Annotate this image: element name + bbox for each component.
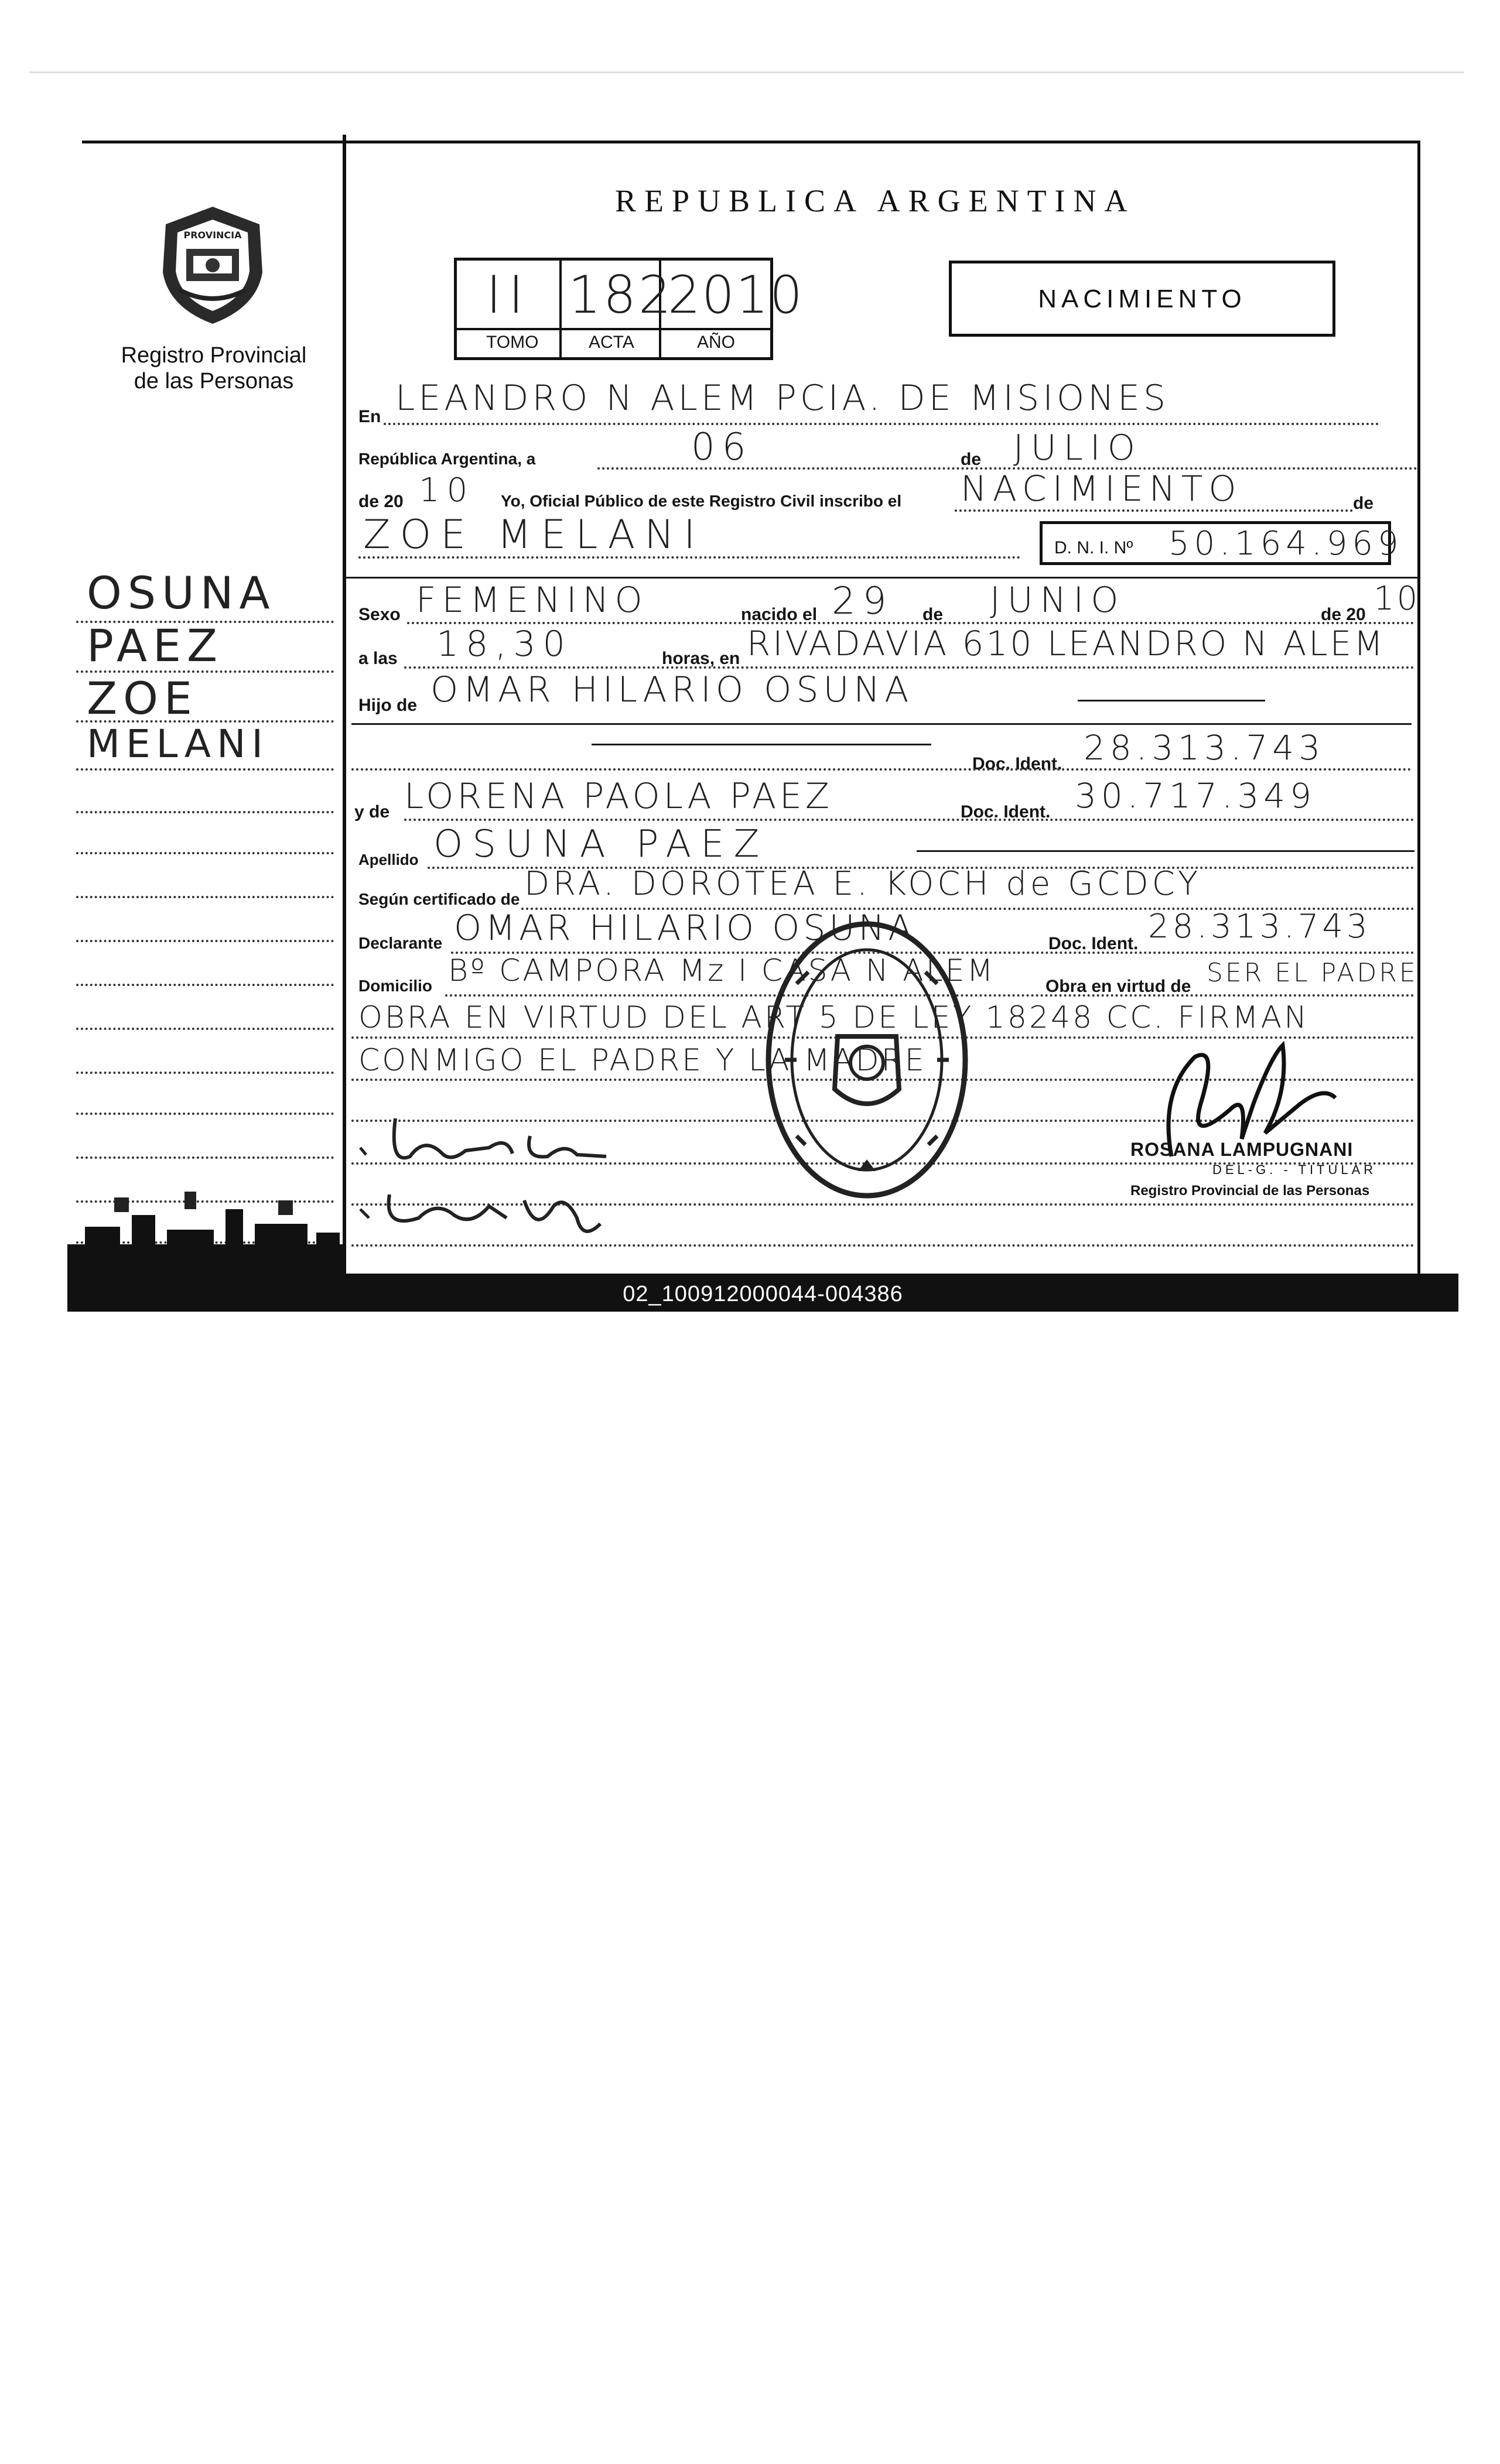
nacido-day: 29 [832, 580, 894, 623]
stub-surname-2: PAEZ [87, 620, 224, 672]
alas-label: a las [358, 649, 398, 668]
registry-seal [761, 913, 972, 1206]
madre-value: LORENA PAOLA PAEZ [404, 776, 833, 817]
record-type-box [949, 261, 1335, 337]
country-title: REPUBLICA ARGENTINA [615, 183, 1136, 218]
dni-label: D. N. I. Nº [1054, 538, 1133, 557]
stub-surname-1: OSUNA [87, 567, 276, 619]
declarante-doc: 28.313.743 [1148, 908, 1371, 946]
padre-doc-label: Doc. Ident. [972, 754, 1062, 774]
parents-signatures [354, 1101, 659, 1247]
horas-label: horas, en [662, 649, 740, 668]
tomo-value: II [486, 265, 531, 325]
dni-box [1040, 521, 1403, 565]
registry-line1: Registro Provincial [121, 343, 307, 368]
nacido-label: nacido el [741, 605, 818, 624]
obra-line-2: OBRA EN VIRTUD DEL ART 5 DE LEY 18248 CC. FIRMAN [358, 1000, 1310, 1035]
registry-name [105, 343, 322, 394]
madre-doc-label: Doc. Ident. [961, 802, 1051, 822]
tomo-label: TOMO [486, 333, 539, 352]
stub-name-2: MELANI [87, 721, 269, 766]
sexo-value: FEMENINO [416, 580, 648, 621]
nacido-year: 10 [1373, 580, 1420, 618]
yde-label: y de [354, 802, 390, 822]
hijo-label: Hijo de [358, 696, 418, 715]
child-name-value: ZOE MELANI [363, 512, 705, 558]
anio-label: AÑO [697, 333, 736, 352]
nacido-month: JUNIO [990, 580, 1126, 621]
svg-text:PROVINCIA: PROVINCIA [183, 230, 242, 241]
de20-label: de 20 [1321, 605, 1366, 624]
officer-name: ROSANA LAMPUGNANI [1130, 1139, 1354, 1160]
anio-value: 2010 [668, 265, 804, 325]
padre-value: OMAR HILARIO OSUNA [430, 669, 914, 710]
en-label: En [358, 407, 381, 426]
de-label-1: de [961, 450, 982, 469]
obra-value: SER EL PADRE [1207, 958, 1418, 988]
document-code: 02_100912000044-004386 [623, 1282, 903, 1306]
republica-label: República Argentina, a [358, 450, 536, 468]
record-type: NACIMIENTO [1038, 285, 1246, 313]
officer-role: DEL-G. - TITULAR [1212, 1162, 1377, 1177]
acta-label: ACTA [589, 333, 634, 352]
declarante-value: OMAR HILARIO OSUNA [454, 908, 916, 949]
oficial-text: Yo, Oficial Público de este Registro Civil inscribo el [501, 492, 902, 510]
domicilio-label: Domicilio [358, 977, 433, 995]
form-top-border [82, 141, 1420, 143]
stub-divider [343, 135, 346, 1282]
record-number-box [454, 258, 804, 360]
segun-value: DRA. DOROTEA E. KOCH de GCDCY [524, 865, 1202, 903]
year-prefix: de 20 [358, 492, 404, 511]
sexo-label: Sexo [358, 605, 401, 624]
officer-office: Registro Provincial de las Personas [1130, 1183, 1370, 1199]
declarante-doc-label: Doc. Ident. [1048, 934, 1139, 953]
scan-edge-line [29, 71, 1464, 73]
day-value: 06 [691, 426, 753, 469]
dni-value: 50.164.969 [1168, 525, 1403, 563]
madre-doc: 30.717.349 [1075, 776, 1317, 816]
footer-bar [67, 1274, 1458, 1312]
padre-doc: 28.313.743 [1084, 728, 1325, 768]
segun-label: Según certificado de [358, 890, 520, 908]
year-value: 10 [419, 471, 475, 509]
en-value: LEANDRO N ALEM PCIA. DE MISIONES [395, 378, 1170, 419]
domicilio-value: Bº CAMPORA Mz I CASA N ALEM [448, 953, 996, 988]
hora-value: 18,30 [436, 624, 572, 665]
apellido-value: OSUNA PAEZ [433, 823, 769, 866]
stub-name-1: ZOE [87, 672, 198, 724]
stub-redaction-noise [67, 1174, 343, 1277]
acta-value: 182 [568, 265, 674, 325]
lugar-value: RIVADAVIA 610 LEANDRO N ALEM [747, 624, 1386, 663]
inscribo-value: NACIMIENTO [961, 468, 1242, 509]
registry-line2: de las Personas [134, 369, 294, 393]
declarante-label: Declarante [358, 934, 443, 952]
apellido-label: Apellido [358, 851, 419, 868]
de-label-3: de [922, 605, 944, 624]
form-right-border [1417, 141, 1420, 1274]
de-label-2: de [1353, 494, 1374, 513]
obra-line-3: CONMIGO EL PADRE Y LA MADRE [358, 1043, 927, 1078]
obra-label: Obra en virtud de [1045, 977, 1191, 996]
month-value: JULIO [1013, 427, 1142, 468]
provincial-emblem [151, 202, 274, 328]
